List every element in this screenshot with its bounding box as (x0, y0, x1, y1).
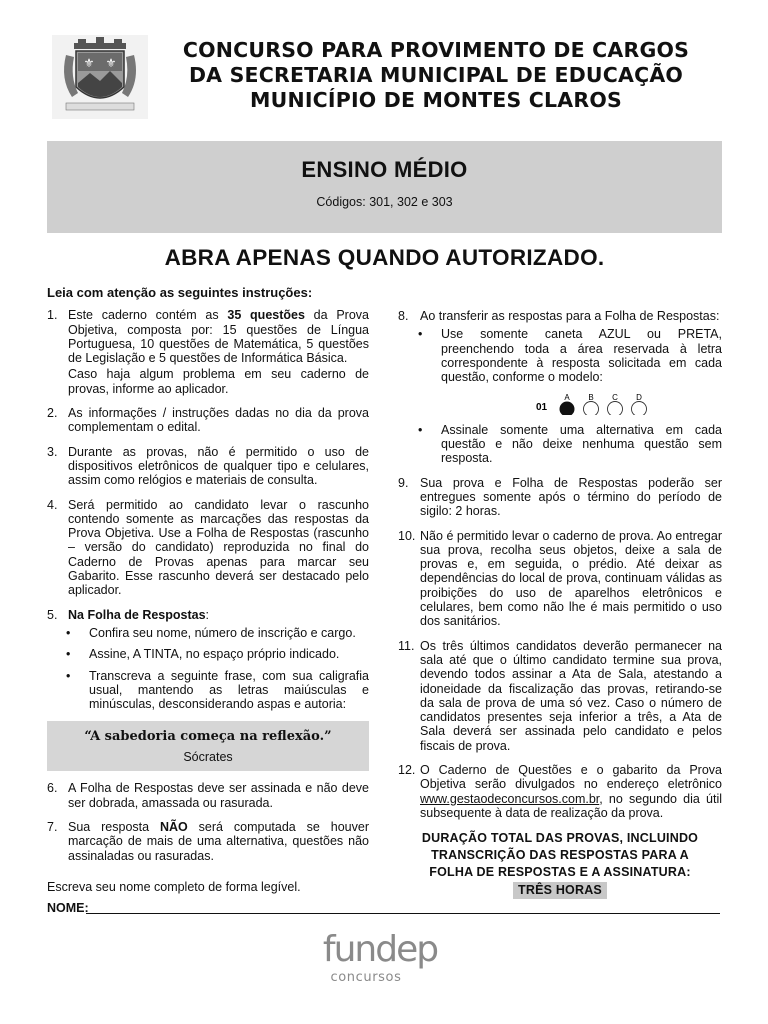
instruction-3 (47, 445, 369, 488)
instruction-4 (47, 498, 369, 598)
item-number: 11. (398, 638, 415, 653)
item-text: Não é permitido levar o caderno de prova. Ao entregar sua prova, recolha seus objetos, deixe a sala de provas e, em seguida, o prédio. Até deixar as dependências do local de prova, continuam válidas as proibições do uso de aparelhos eletrônicos e celulares, bem como não lhe é mais permitido o uso dos sanitários. (420, 528, 722, 629)
duration-notice (398, 830, 722, 899)
svg-text:⚜: ⚜ (83, 56, 95, 70)
item-text: Ao transferir as respostas para a Folha de Respostas: (420, 309, 720, 323)
list-item-text: Use somente caneta AZUL ou PRETA, preenchendo toda a área reservada à letra correspondente à resposta solicitada em cada questão, conforme o modelo: (441, 327, 722, 385)
item-text: A Folha de Respostas deve ser assinada e não deve ser dobrada, amassada ou rasurada. (68, 781, 369, 810)
list-item: • Use somente caneta AZUL ou PRETA, preenchendo toda a área reservada à letra correspondente à resposta solicitada em cada questão, conforme o modelo: (418, 327, 722, 385)
bullet-list (68, 626, 369, 711)
item-text: Os três últimos candidatos deverão permanecer na sala até que o último candidato termine sua prova, devendo todos assinar a Ata de Sala, atestando a idoneidade da fiscalização das provas, retirando-se da sala de prova de uma só vez. Caso o número de candidatos presentes seja inferior a três, a Ata de Sala deverá ser assinada pelo candidato e pelos fiscais de prova. (420, 638, 722, 753)
instruction-2 (47, 406, 369, 435)
item-emphasis: 35 questões (227, 308, 305, 323)
instruction-1 (47, 308, 369, 396)
list-item-text: Confira seu nome, número de inscrição e cargo. (89, 625, 356, 640)
example-question-number: 01 (536, 402, 548, 414)
item-number: 2. (47, 406, 58, 421)
duration-value-badge: TRÊS HORAS (513, 882, 607, 899)
option-label-b: B (588, 393, 594, 403)
logo-subtitle: concursos (330, 970, 402, 985)
list-item-text: Assinale somente uma alternativa em cada questão e não deixe nenhuma questão sem resposta. (441, 422, 722, 466)
item-text: As informações / instruções dadas no dia da prova complementam o edital. (68, 406, 369, 435)
item-text: Durante as provas, não é permitido o uso de dispositivos eletrônicos de qualquer tipo e celulares, assim como relógios e materiais de consulta. (68, 444, 369, 488)
results-link[interactable]: www.gestaodeconcursos.com.br (420, 791, 600, 806)
item-emphasis: NÃO (160, 820, 188, 835)
instructions-intro: Leia com atenção as seguintes instruções: (47, 285, 313, 300)
instruction-6 (47, 781, 369, 810)
logo-wordmark: fundep (322, 929, 438, 970)
instruction-11 (398, 639, 722, 753)
item-text: será computada se houver marcação de mais de uma alternativa, questões não assinaladas ou rasuradas. (68, 820, 369, 863)
list-item: • Assine, A TINTA, no espaço próprio indicado. (66, 647, 340, 662)
svg-text:⚜: ⚜ (105, 56, 117, 70)
document-title (150, 38, 722, 113)
title-line-2: DA SECRETARIA MUNICIPAL DE EDUCAÇÃO (188, 63, 684, 87)
name-instruction: Escreva seu nome completo de forma legível. (47, 880, 301, 894)
name-label: NOME: (47, 901, 89, 915)
item-number: 12. (398, 763, 416, 778)
quote-author: Sócrates (183, 749, 233, 764)
list-item-text: Transcreva a seguinte frase, com sua caligrafia usual, mantendo as letras maiúsculas e minúsculas, desconsiderando aspas e autoria: (89, 668, 369, 712)
item-text: Este caderno contém as (68, 308, 228, 323)
instructions-right-column (398, 309, 722, 899)
item-number: 7. (47, 820, 58, 835)
fundep-logo (300, 925, 460, 993)
duration-line-2: TRANSCRIÇÃO DAS RESPOSTAS PARA A (431, 848, 689, 863)
option-label-d: D (636, 393, 642, 403)
answer-bubble-icon (608, 402, 623, 416)
instruction-9 (398, 476, 722, 519)
duration-line-3: FOLHA DE RESPOSTAS E A ASSINATURA: (429, 865, 691, 880)
item-number: 5. (47, 607, 58, 622)
item-text: , no segundo dia útil subsequente à data de realização da prova. (420, 791, 722, 820)
item-number: 4. (47, 497, 58, 512)
instruction-12 (398, 763, 722, 820)
answer-model-example (420, 393, 720, 415)
answer-bubble-icon (632, 402, 647, 416)
bullet-list (420, 327, 722, 465)
item-text: Será permitido ao candidato levar o rascunho contendo somente as marcações das respostas da Prova Objetiva. Use a Folha de Respostas (rascunho – versão do candidato) reproduzida no final do Caderno de Provas apenas para marcar seu Gabarito. Esse rascunho deverá ser destacado pelo aplicador. (68, 497, 369, 598)
instructions-left-column (47, 286, 369, 873)
answer-bubble-icon (584, 402, 599, 416)
instruction-8 (398, 309, 722, 466)
option-label-a: A (564, 393, 570, 403)
item-number: 3. (47, 444, 58, 459)
level-banner (47, 141, 722, 233)
item-title: Na Folha de Respostas (68, 607, 206, 622)
item-text: da Prova Objetiva, composta por: 15 questões de Língua Portuguesa, 10 questões de Matemática, 5 questões de Legislação e 5 questões de Informática Básica. (68, 308, 369, 366)
item-number: 10. (398, 528, 416, 543)
list-item-text: Assine, A TINTA, no espaço próprio indicado. (89, 647, 340, 662)
item-subtext: Caso haja algum problema em seu caderno de provas, informe ao aplicador. (68, 367, 369, 396)
option-label-c: C (612, 393, 618, 403)
municipal-coat-of-arms-icon (52, 35, 148, 119)
list-item: • Transcreva a seguinte frase, com sua caligrafia usual, mantendo as letras maiúsculas e minúsculas, desconsiderando aspas e autoria: (66, 668, 369, 712)
title-line-3: MUNICÍPIO DE MONTES CLAROS (250, 88, 622, 112)
duration-line-1: DURAÇÃO TOTAL DAS PROVAS, INCLUINDO (421, 831, 699, 846)
open-warning: ABRA APENAS QUANDO AUTORIZADO. (164, 245, 605, 270)
quote-box (47, 721, 369, 771)
name-field[interactable] (86, 913, 720, 914)
item-text: O Caderno de Questões e o gabarito da Prova Objetiva serão divulgados no endereço eletrônico (420, 763, 722, 792)
answer-bubble-filled-icon (560, 402, 575, 416)
level-title: ENSINO MÉDIO (301, 157, 468, 182)
item-number: 6. (47, 781, 58, 796)
quote-text: “A sabedoria começa na reflexão.” (84, 729, 332, 745)
item-text: Sua prova e Folha de Respostas poderão ser entregues somente após o término do período de sigilo: 2 horas. (420, 475, 722, 519)
list-item: • Confira seu nome, número de inscrição e cargo. (66, 625, 356, 640)
list-item: • Assinale somente uma alternativa em cada questão e não deixe nenhuma questão sem resposta. (418, 422, 722, 466)
title-line-1: CONCURSO PARA PROVIMENTO DE CARGOS (182, 38, 690, 62)
item-text: Sua resposta (68, 820, 160, 835)
instruction-7 (47, 820, 369, 863)
item-number: 9. (398, 475, 409, 490)
item-number: 8. (398, 309, 409, 323)
instruction-5: 5. Na Folha de Respostas: • Confira seu nome, número de inscrição e cargo. • Assine, A TINTA, no espaço próprio indicado. • Transcreva a seguinte frase, com sua caligrafia usual, mantendo as letras maiúsculas e minúsculas, desconsiderando aspas e autoria: (47, 607, 369, 712)
item-number: 1. (47, 308, 58, 323)
level-codes: Códigos: 301, 302 e 303 (316, 195, 453, 209)
instruction-10 (398, 529, 722, 629)
